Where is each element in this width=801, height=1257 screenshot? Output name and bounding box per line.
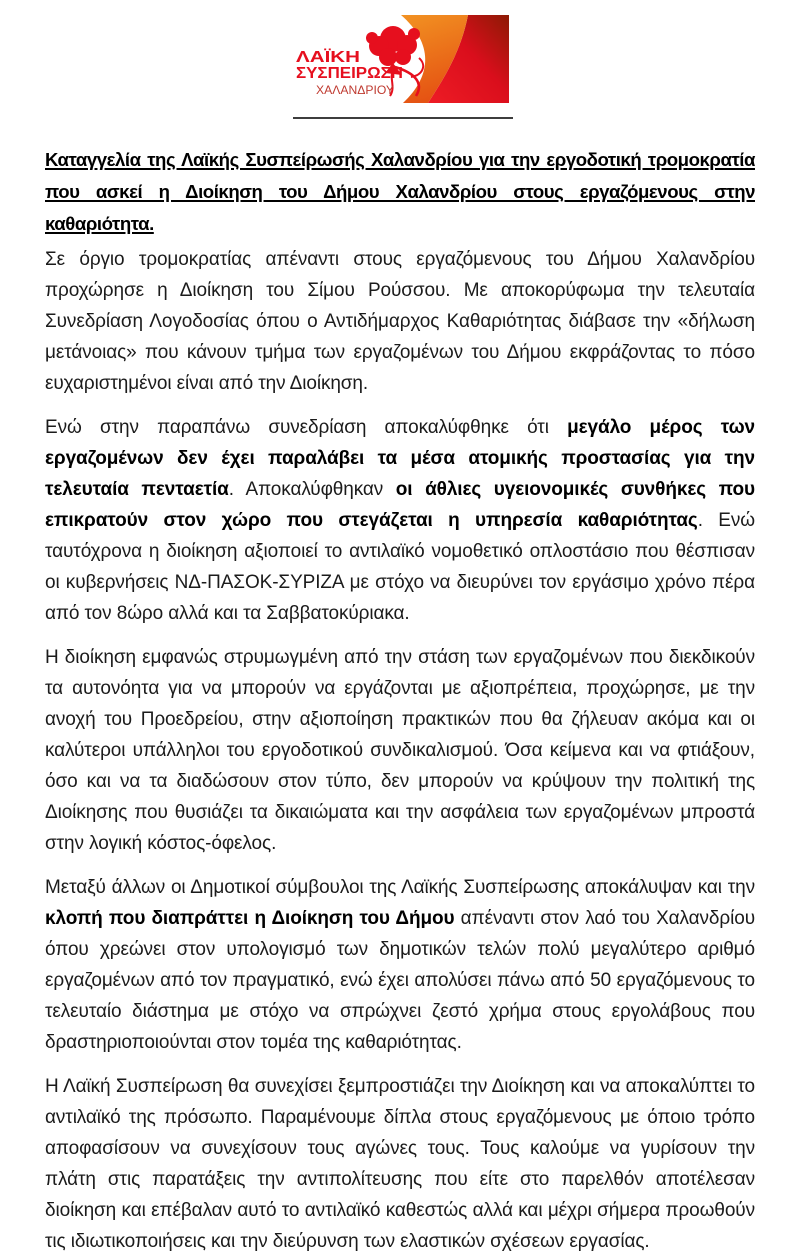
text-run: Ενώ στην παραπάνω συνεδρίαση αποκαλύφθηκε ότι bbox=[45, 417, 568, 438]
text-run: Η Λαϊκή Συσπείρωση θα συνεχίσει ξεμπροστιάζει την Διοίκηση και να αποκαλύπτει το αντιλαϊκό της πρόσωπο. Παραμένουμε δίπλα στους εργαζόμενους με όποιο τρόπο αποφασίσουν να συνεχίσουν τους αγώνες τους. Τους καλούμε να γυρίσουν την πλάτη στις παρατάξεις την αντιπολίτευσης που είτε στο παρελθόν αποτέλεσαν διοίκηση και επέβαλαν αυτό το αντιλαϊκό καθεστώς αλλά και μέχρι σήμερα προωθούν τις ιδιωτικοποιήσεις και την διεύρυνση των ελαστικών σχέσεων εργασίας. bbox=[45, 1076, 755, 1252]
party-logo-image bbox=[293, 15, 509, 103]
paragraph bbox=[45, 244, 755, 399]
party-logo bbox=[293, 15, 509, 119]
bold-text-run: κλοπή που διαπράττει η Διοίκηση του Δήμου bbox=[45, 908, 455, 929]
logo-text-line1: ΛΑΪΚΗ bbox=[295, 49, 346, 66]
paragraph bbox=[45, 1071, 755, 1257]
document-body bbox=[0, 144, 801, 1257]
logo-text-line2: ΣΥΣΠΕΙΡΩΣΗ bbox=[295, 65, 403, 82]
document-title: Καταγγελία της Λαϊκής Συσπείρωσής Χαλανδρίου για την εργοδοτική τρομοκρατία που ασκεί η Διοίκηση του Δήμου Χαλανδρίου στους εργαζόμενους στην καθαριότητα. bbox=[45, 149, 755, 234]
text-run: Σε όργιο τρομοκρατίας απέναντι στους εργαζόμενους του Δήμου Χαλανδρίου προχώρησε η Διοίκηση του Σίμου Ρούσσου. Με αποκορύφωμα την τελευταία Συνεδρίαση Λογοδοσίας όπου ο Αντιδήμαρχος Καθαριότητας διάβασε την «δήλωση μετάνοιας» που κάνουν τμήμα των εργαζομένων του Δήμου εκφράζοντας το πόσο ευχαριστημένοι είναι από την Διοίκηση. bbox=[45, 249, 755, 394]
text-run: Η διοίκηση εμφανώς στρυμωγμένη από την στάση των εργαζομένων που διεκδικούν τα αυτονόητα για να μπορούν να εργάζονται με αξιοπρέπεια, προχώρησε, με την ανοχή του Προεδρείου, στην αξιοποίηση πρακτικών που θα ζήλευαν ακόμα και οι καλύτεροι υπάλληλοι του εργοδοτικού συνδικαλισμού. Όσα κείμενα και να φτιάξουν, όσο και να τα διαδώσουν στον τύπο, δεν μπορούν να κρύψουν την πολιτική της Διοίκησης που θυσιάζει τα δικαιώματα και την ασφάλεια των εργαζομένων μπροστά στην λογική κόστος-όφελος. bbox=[45, 647, 755, 854]
bold-text-run: μεγάλο μέρος των εργαζομένων δεν έχει παραλάβει τα μέσα ατομικής προστασίας για την τελευταία πενταετία bbox=[45, 417, 756, 500]
text-run: . Αποκαλύφθηκαν bbox=[228, 479, 396, 500]
logo-text-line3: ΧΑΛΑΝΔΡΙΟΥ bbox=[315, 85, 394, 97]
paragraph bbox=[45, 642, 755, 859]
logo-divider-line bbox=[293, 117, 513, 119]
paragraph bbox=[45, 872, 755, 1058]
text-run: Μεταξύ άλλων οι Δημοτικοί σύμβουλοι της Λαϊκής Συσπείρωσης αποκάλυψαν και την bbox=[45, 877, 755, 898]
paragraph bbox=[45, 412, 755, 629]
paragraphs-container bbox=[45, 244, 755, 1257]
document-page bbox=[0, 15, 801, 1252]
text-run: απέναντι στον λαό του Χαλανδρίου όπου χρεώνει στον υπολογισμό των δημοτικών τελών πολύ μεγαλύτερο αριθμό εργαζομένων από τον πραγματικό, ενώ έχει απολύσει πάνω από 50 εργαζόμενους το τελευταίο διάστημα με στόχο να σπρώχνει ζεστό χρήμα στους εργολάβους που δραστηριοποιούνται στον τομέα της καθαριότητας. bbox=[45, 908, 755, 1053]
text-run: . Ενώ ταυτόχρονα η διοίκηση αξιοποιεί το αντιλαϊκό νομοθετικό οπλοστάσιο που θέσπισαν οι κυβερνήσεις ΝΔ-ΠΑΣΟΚ-ΣΥΡΙΖΑ με στόχο να διευρύνει τον εργάσιμο χρόνο πέρα από τον 8ώρο αλλά και τα Σαββατοκύριακα. bbox=[45, 510, 755, 624]
bold-text-run: οι άθλιες υγειονομικές συνθήκες που επικρατούν στον χώρο που στεγάζεται η υπηρεσία καθαριότητας bbox=[45, 479, 755, 531]
